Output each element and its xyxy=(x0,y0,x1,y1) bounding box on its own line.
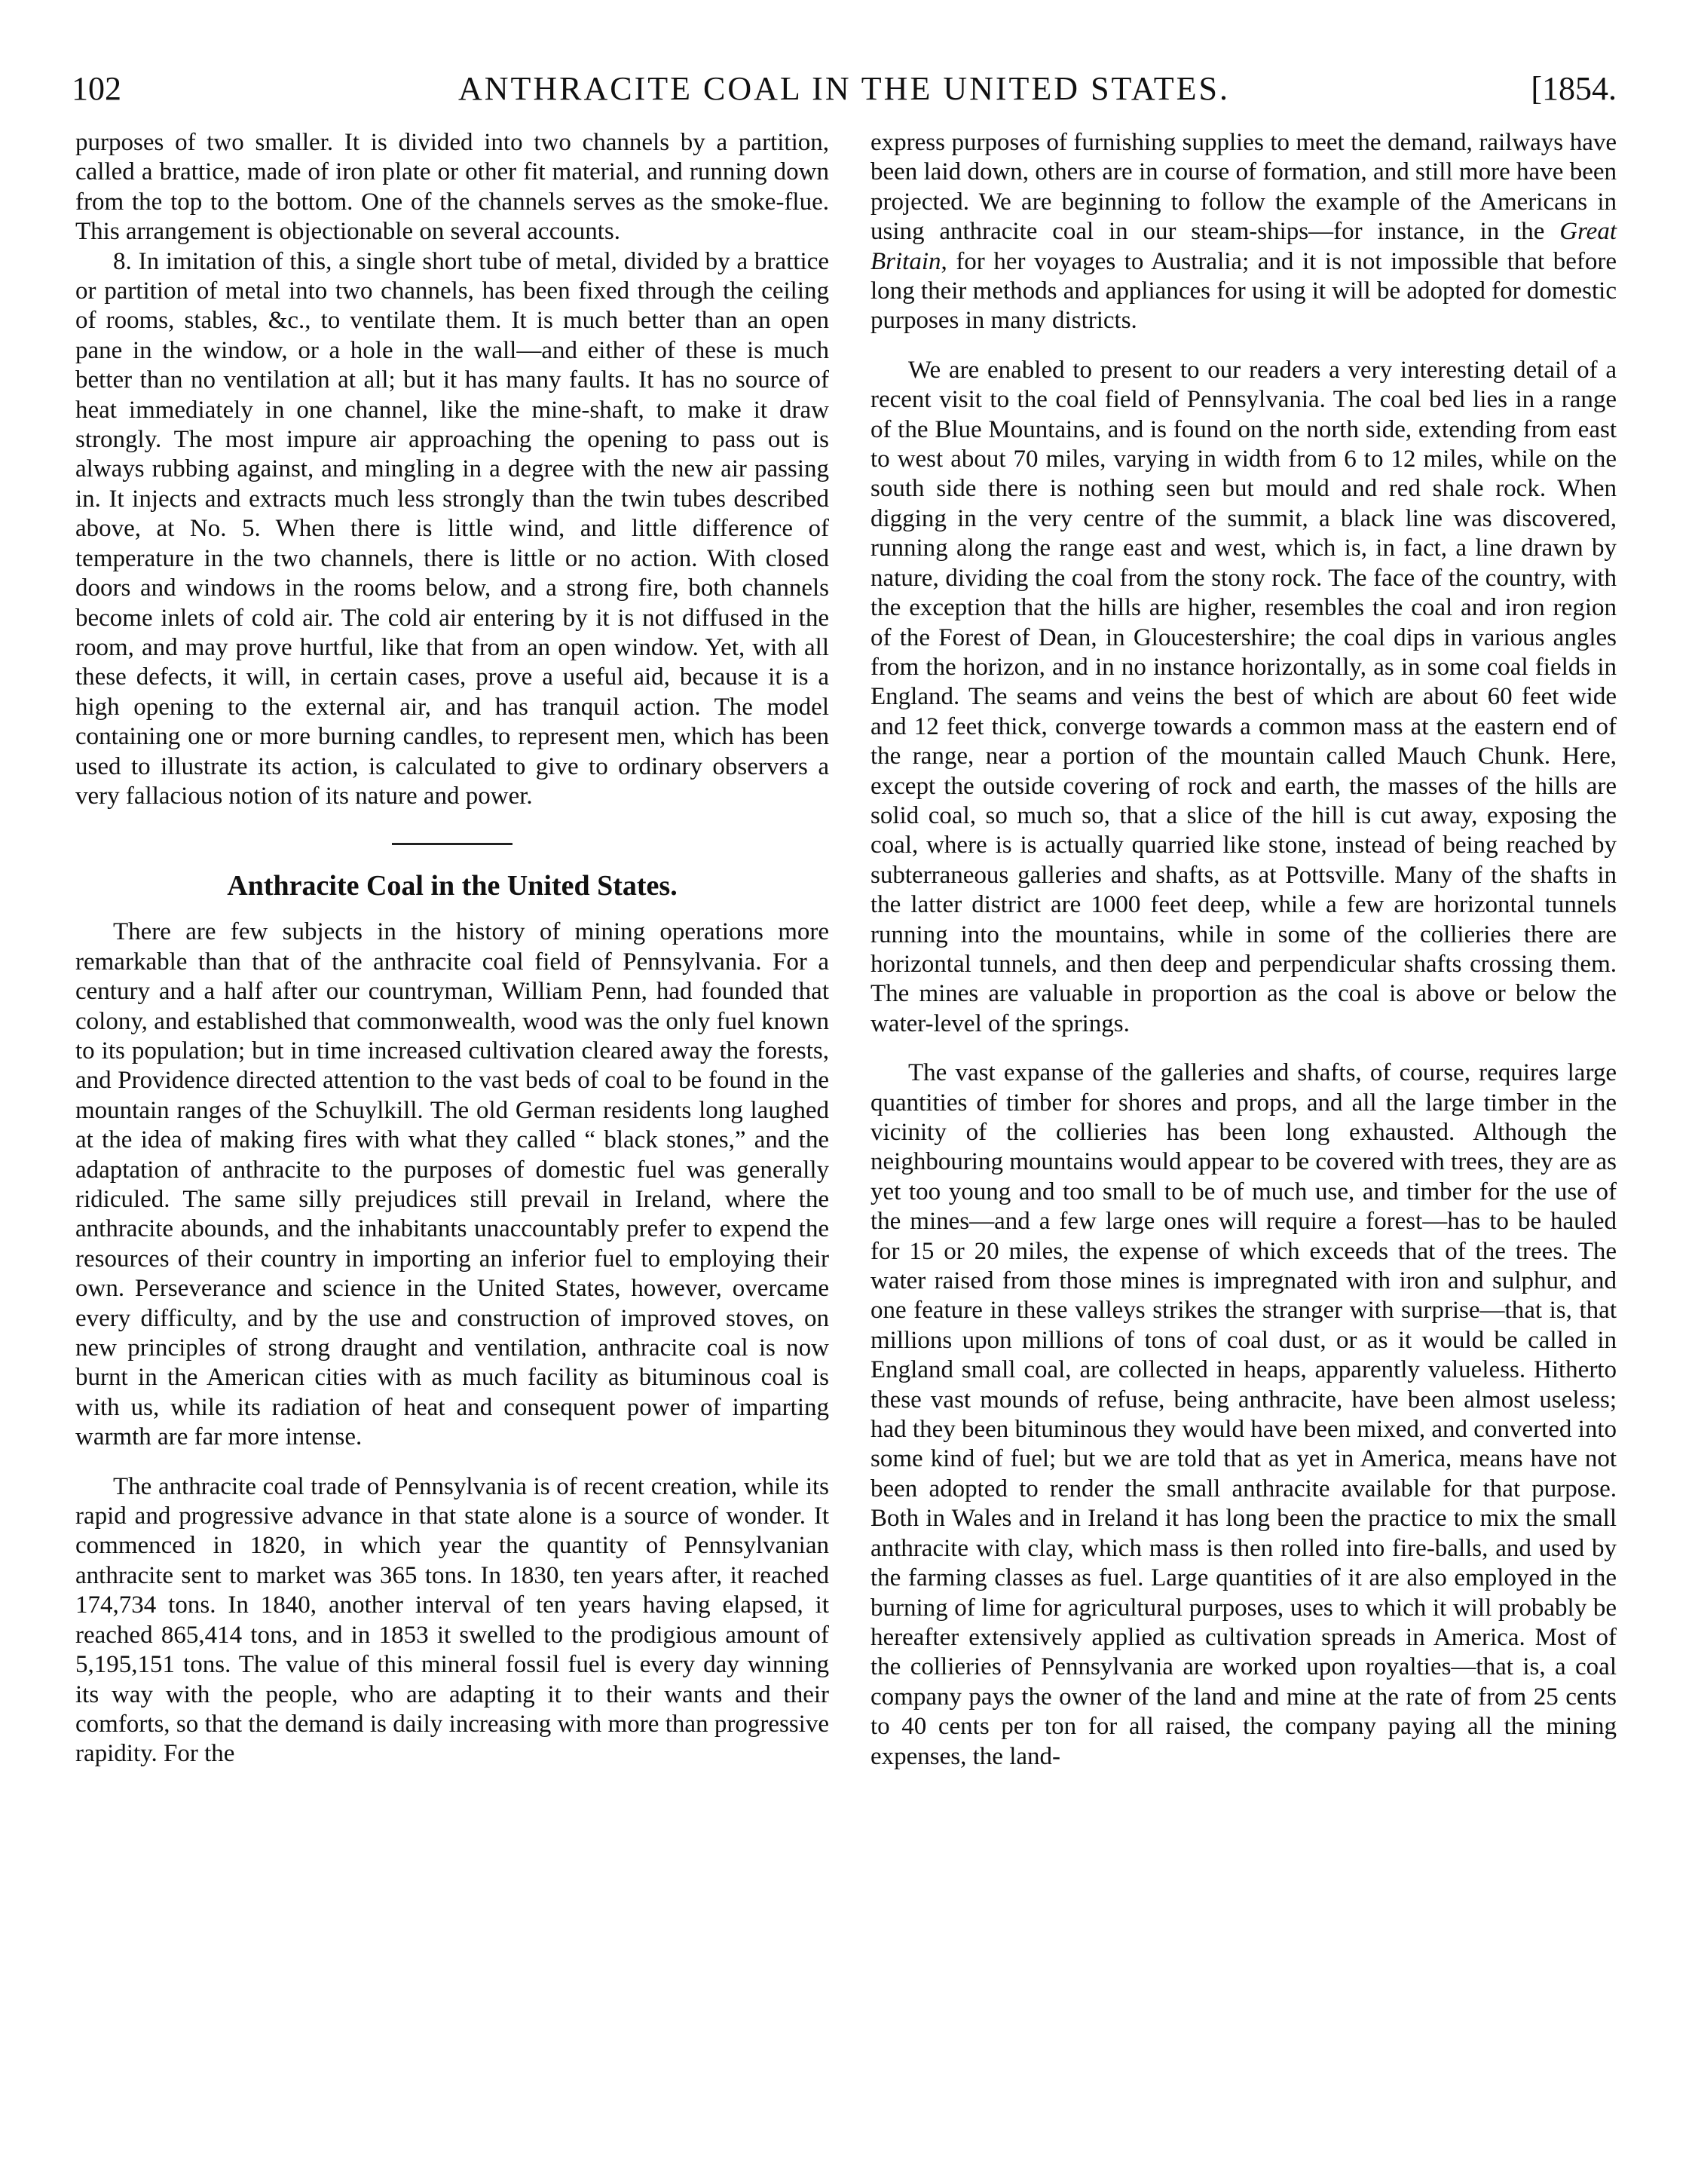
paragraph-trade: The anthracite coal trade of Pennsylvania is of recent creation, while its rapid and progressive advance in that state alone is a source of wonder. It commenced in 1820, in which year the quantity of Pennsylvanian anthracite sent to market was 365 tons. In 1830, ten years after, it reached 174,734 tons. In 1840, another interval of ten years having elapsed, it reached 865,414 tons, and in 1853 it swelled to the prodigious amount of 5,195,151 tons. The value of this mineral fossil fuel is every day winning its way with the people, who are adapting it to their wants and their comforts, so that the demand is daily increasing with more than progressive rapidity. For the xyxy=(75,1472,829,1768)
paragraph-coal-field: We are enabled to present to our readers a very interesting detail of a recent visit to the coal field of Pennsylvania. The coal bed lies in a range of the Blue Mountains, and is found on the north side, extending from east to west about 70 miles, varying in width from 6 to 12 miles, while on the south side there is nothing seen but mould and red shale rock. When digging in the very centre of the summit, a black line was discovered, running along the range east and west, which is, in fact, a line drawn by nature, dividing the coal from the stony rock. The face of the country, with the exception that the hills are higher, resembles the coal and iron region of the Forest of Dean, in Gloucestershire; the coal dips in various angles from the horizon, and in no instance horizontally, as in some coal fields in England. The seams and veins the best of which are about 60 feet wide and 12 feet thick, converge towards a common mass at the eastern end of the range, near a portion of the mountain called Mauch Chunk. Here, except the outside covering of rock and earth, the masses of the hills are solid coal, so much so, that a slice of the hill is cut away, exposing the coal, where is is actually quarried like stone, instead of being reached by subterraneous galleries and shafts, as at Pottsville. Many of the shafts in the latter district are 1000 feet deep, while a few are horizontal tunnels running into the mountains, while in some of the collieries there are horizontal tunnels, and then deep and perpendicular shafts crossing them. The mines are valuable in proportion as the coal is above or below the water-level of the springs. xyxy=(870,356,1617,1037)
section-title: Anthracite Coal in the United States. xyxy=(227,870,678,902)
page-number: 102 xyxy=(72,70,121,107)
ship-name: Great Britain xyxy=(870,218,1617,275)
right-column xyxy=(870,128,1617,1772)
text-run: , for her voyages to Australia; and it is not impossible that before long their methods and appliances for using it will be adopted for domestic purposes in many districts. xyxy=(870,247,1617,335)
running-header xyxy=(72,69,1617,115)
paragraph-continued: purposes of two smaller. It is divided into two channels by a partition, called a brattice, made of iron plate or other fit material, and running down from the top to the bottom. One of the channels serves as the smoke-flue. This arrangement is objectionable on several accounts. xyxy=(75,129,829,246)
header-year: [1854. xyxy=(1531,70,1617,107)
left-column xyxy=(75,128,829,1769)
paragraph-intro: There are few subjects in the history of mining operations more remarkable than that of the anthracite coal field of Pennsylvania. For a century and a half after our countryman, William Penn, had founded that colony, and established that commonwealth, wood was the only fuel known to its population; but in time increased cultivation cleared away the forests, and Providence directed attention to the vast beds of coal to be found in the mountain ranges of the Schuylkill. The old German residents long laughed at the idea of making fires with what they called “ black stones,” and the adaptation of anthracite to the purposes of domestic fuel was generally ridiculed. The same silly prejudices still prevail in Ireland, where the anthracite abounds, and the inhabitants unaccountably prefer to expend the resources of their country in importing an inferior fuel to employing their own. Perseverance and science in the United States, however, overcame every difficulty, and by the use and construction of improved stoves, on new principles of strong draught and ventilation, anthracite coal is now burnt in the American cities with as much facility as bituminous coal is with us, while its radiation of heat and consequent power of imparting warmth are far more intense. xyxy=(75,918,829,1451)
paragraph-galleries: The vast expanse of the galleries and shafts, of course, requires large quantities of timber for shores and props, and all the large timber in the vicinity of the collieries has been long exhausted. Although the neighbouring mountains would appear to be covered with trees, they are as yet too young and too small to be of much use, and timber for the use of the mines—and a few large ones will require a forest—has to be hauled for 15 or 20 miles, the expense of which exceeds that of the trees. The water raised from those mines is impregnated with iron and sulphur, and one feature in these valleys strikes the stranger with surprise—that is, that millions upon millions of tons of coal dust, or as it would be called in England small coal, are collected in heaps, apparently valueless. Hitherto these vast mounds of refuse, being anthracite, have been almost useless; had they been bituminous they would have been mixed, and converted into some kind of fuel; but we are told that as yet in America, means have not been adopted to render the small anthracite available for that purpose. Both in Wales and in Ireland it has long been the practice to mix the small anthracite with clay, which mass is then rolled into fire-balls, and used by the farming classes as fuel. Large quantities of it are also employed in the burning of lime for agricultural purposes, uses to which it will probably be hereafter extensively applied as cultivation spreads in America. Most of the collieries of Pennsylvania are worked upon royalties—that is, a coal company pays the owner of the land and mine at the rate of from 25 cents to 40 cents per ton for all raised, the company paying all the mining expenses, the land- xyxy=(870,1059,1617,1770)
text-run: express purposes of furnishing supplies to meet the demand, railways have been laid down, others are in course of formation, and still more have been projected. We are beginning to follow the example of the Americans in using anthracite coal in our steam-ships—for instance, in the xyxy=(870,129,1617,246)
paragraph-continued-right xyxy=(870,128,1617,336)
running-title: ANTHRACITE COAL IN THE UNITED STATES. xyxy=(457,70,1231,107)
section-divider xyxy=(392,843,512,845)
paragraph-numbered-8: 8. In imitation of this, a single short tube of metal, divided by a brattice or partition of metal into two channels, has been fixed through the ceiling of rooms, stables, &c., to ventilate them. It is much better than an open pane in the window, or a hole in the wall—and either of these is much better than no ventilation at all; but it has many faults. It has no source of heat immediately in one channel, like the mine-shaft, to make it draw strongly. The most impure air approaching the opening to pass out is always rubbing against, and mingling in a degree with the new air passing in. It injects and extracts much less strongly than the twin tubes described above, at No. 5. When there is little wind, and little difference of temperature in the two channels, there is little or no action. With closed doors and windows in the rooms below, and a strong fire, both channels become inlets of cold air. The cold air entering by it is not diffused in the room, and may prove hurtful, like that from an open window. Yet, with all these defects, it will, in certain cases, prove a useful aid, because it is a high opening to the external air, and has tranquil action. The model containing one or more burning candles, to represent men, which has been used to illustrate its action, is calculated to give to ordinary observers a very fallacious notion of its nature and power. xyxy=(75,247,829,810)
